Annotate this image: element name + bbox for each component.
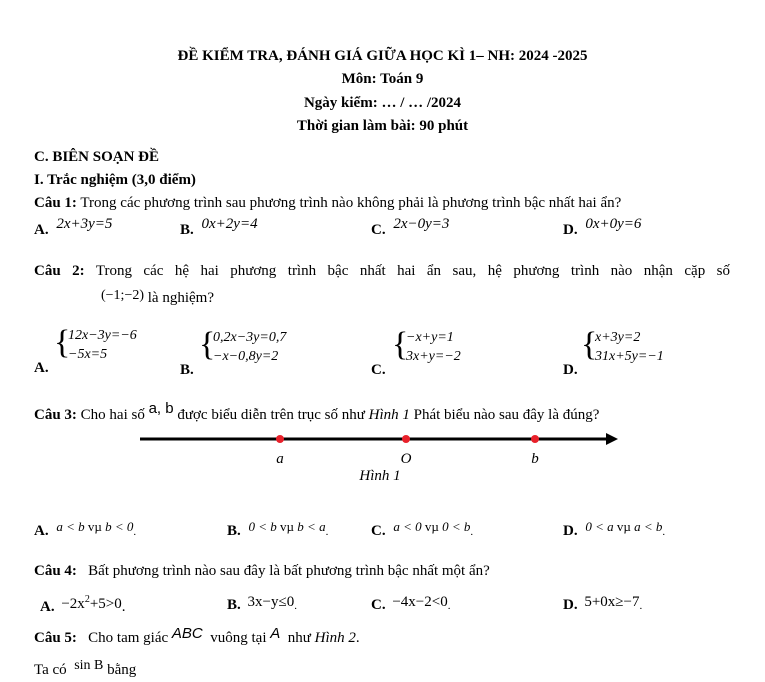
q3-option-a-label: A. [34, 523, 49, 539]
q4-option-b-expr: 3x−y≤0 [247, 594, 295, 610]
q2-pair: (−1;−2) [101, 288, 145, 303]
q2-option-b-label: B. [180, 362, 194, 378]
q2-text2: là nghiệm? [144, 290, 214, 306]
brace-icon: { [392, 326, 409, 363]
q3-option-c-conj: vµ [421, 519, 443, 534]
q3-label: Câu 3: [34, 407, 77, 423]
q2-text: Trong các hệ hai phương trình bậc nhất hai ẩn sau, hệ phương trình nào nhận cặp số [84, 263, 730, 279]
q3-text-before: Cho hai số [76, 407, 149, 423]
q3-stem [34, 400, 600, 424]
q4-option-c-expr: −4x−2<0 [392, 594, 448, 610]
q3-option-b[interactable] [227, 519, 329, 540]
q1-option-d-expr: 0x+0y=6 [585, 216, 642, 232]
q2-stem [34, 263, 730, 280]
q4-option-a[interactable] [40, 594, 126, 616]
q4-option-d-tail: . [639, 600, 643, 612]
point-o [402, 435, 410, 443]
number-line-figure [130, 428, 630, 488]
q2-option-b-eq2: −x−0,8y=2 [213, 349, 279, 364]
q4-option-b[interactable] [227, 594, 297, 614]
q5-text-before: Cho tam giác [76, 630, 172, 646]
exam-title: ĐỀ KIỂM TRA, ĐÁNH GIÁ GIỮA HỌC KÌ 1– NH: 2024 -2025 [177, 48, 588, 64]
point-a-label: a [276, 451, 284, 467]
q4-option-d[interactable] [563, 594, 643, 614]
q2-option-a-system [68, 326, 137, 364]
q2-option-c-system [406, 328, 461, 366]
q2-option-b-eq1: 0,2x−3y=0,7 [213, 330, 287, 345]
q5-line2-after: bằng [103, 662, 137, 678]
q2-label: Câu 2: [34, 263, 85, 279]
q5-line2 [34, 658, 137, 679]
q4-option-b-label: B. [227, 597, 241, 613]
q3-option-d-label: D. [563, 523, 578, 539]
q4-option-b-tail: . [294, 600, 297, 612]
q4-stem [34, 563, 490, 580]
q5-line2-expr: sin B [74, 658, 104, 673]
brace-icon: { [581, 326, 598, 363]
q3-fig-ref: Hình 1 [368, 407, 410, 423]
q1-label: Câu 1: [34, 195, 77, 211]
q5-line2-before: Ta có [34, 662, 75, 678]
q3-option-b-m1: 0 < b [248, 519, 277, 534]
q1-option-c-expr: 2x−0y=3 [393, 216, 450, 232]
q4-option-c-tail: . [447, 600, 451, 612]
exam-date: Ngày kiểm: … / … /2024 [303, 95, 462, 111]
q4-option-a-label: A. [40, 599, 55, 615]
q1-option-b[interactable] [180, 216, 258, 239]
q1-option-b-expr: 0x+2y=4 [201, 216, 258, 232]
arrow-head-icon [606, 433, 618, 445]
brace-icon: { [54, 324, 71, 361]
part1-title: I. Trắc nghiệm (3,0 điểm) [34, 172, 196, 188]
q3-option-c-m2: 0 < b [442, 519, 471, 534]
q4-option-a-expr-b: +5>0 [89, 596, 122, 612]
q1-option-d-label: D. [563, 222, 578, 238]
q3-option-b-tail: . [325, 526, 329, 538]
q2-option-a-eq1: 12x−3y=−6 [68, 328, 137, 343]
q3-option-d[interactable] [563, 519, 666, 540]
q1-option-a-expr: 2x+3y=5 [56, 216, 113, 232]
q1-option-d[interactable] [563, 216, 642, 239]
q2-stem-line2 [101, 290, 214, 307]
q3-option-d-m2: a < b [634, 519, 663, 534]
point-o-label: O [400, 451, 412, 467]
q2-option-c-label: C. [371, 362, 386, 378]
q2-option-d[interactable] [563, 362, 578, 379]
q4-option-c[interactable] [371, 594, 451, 614]
q1-option-c-label: C. [371, 222, 386, 238]
q1-stem [34, 195, 621, 212]
q2-option-d-eq1: x+3y=2 [595, 330, 641, 345]
q4-option-a-expr-a: −2x [61, 596, 85, 612]
q1-option-a-label: A. [34, 222, 49, 238]
q2-option-d-system [595, 328, 664, 366]
q2-option-c[interactable] [371, 362, 386, 379]
point-b [531, 435, 539, 443]
q2-option-a-eq2: −5x=5 [68, 347, 108, 362]
point-b-label: b [531, 451, 539, 467]
q3-option-c-m1: a < 0 [393, 519, 422, 534]
q3-option-c-tail: . [470, 526, 474, 538]
q1-text: Trong các phương trình sau phương trình nào không phải là phương trình bậc nhất hai ẩn? [76, 195, 622, 211]
exam-duration: Thời gian làm bài: 90 phút [296, 118, 469, 134]
q4-option-a-tail: . [121, 599, 126, 615]
q5-tri: ABC [171, 625, 203, 642]
q5-text-mid2: như [280, 630, 315, 646]
q4-option-d-label: D. [563, 597, 578, 613]
q3-text-mid: được biểu diễn trên trục số như [173, 407, 369, 423]
point-a [276, 435, 284, 443]
q3-option-a-tail: . [133, 526, 137, 538]
q5-tail: . [355, 630, 360, 646]
q3-option-b-conj: vµ [276, 519, 298, 534]
q3-option-a-conj: vµ [84, 519, 106, 534]
q1-option-a[interactable] [34, 216, 113, 239]
brace-icon: { [199, 326, 216, 363]
q4-option-c-label: C. [371, 597, 386, 613]
q3-option-c[interactable] [371, 519, 474, 540]
q2-option-a[interactable] [34, 360, 49, 377]
q3-option-d-conj: vµ [613, 519, 635, 534]
q3-vars: a, b [148, 400, 174, 417]
q4-option-a-sup: 2 [84, 594, 90, 605]
q3-option-d-tail: . [662, 526, 666, 538]
q2-option-c-eq2: 3x+y=−2 [406, 349, 461, 364]
q1-option-b-label: B. [180, 222, 194, 238]
figure-caption: Hình 1 [359, 468, 401, 484]
q3-option-d-m1: 0 < a [585, 519, 614, 534]
q2-option-b-system [213, 328, 286, 366]
q5-stem [34, 625, 360, 647]
q5-vertex: A [270, 625, 281, 642]
q2-option-b[interactable] [180, 362, 194, 379]
q2-option-d-label: D. [563, 362, 578, 378]
q5-text-mid: vuông tại [202, 630, 271, 646]
q2-option-c-eq1: −x+y=1 [406, 330, 454, 345]
q2-option-a-label: A. [34, 360, 49, 376]
q3-option-a[interactable] [34, 519, 137, 540]
q1-option-c[interactable] [371, 216, 450, 239]
q5-label: Câu 5: [34, 630, 77, 646]
q2-option-d-eq2: 31x+5y=−1 [595, 349, 664, 364]
q3-text-after: Phát biểu nào sau đây là đúng? [409, 407, 600, 423]
q3-option-b-m2: b < a [297, 519, 326, 534]
q4-option-d-expr: 5+0x≥−7 [584, 594, 640, 610]
exam-subject: Môn: Toán 9 [341, 71, 424, 87]
q3-option-a-m2: b < 0 [105, 519, 134, 534]
q4-text: Bất phương trình nào sau đây là bất phương trình bậc nhất một ẩn? [76, 563, 490, 579]
q3-option-a-m1: a < b [56, 519, 85, 534]
q4-label: Câu 4: [34, 563, 77, 579]
section-title: C. BIÊN SOẠN ĐỀ [34, 149, 160, 165]
q3-option-c-label: C. [371, 523, 386, 539]
q5-fig-ref: Hình 2 [314, 630, 356, 646]
q3-option-b-label: B. [227, 523, 241, 539]
